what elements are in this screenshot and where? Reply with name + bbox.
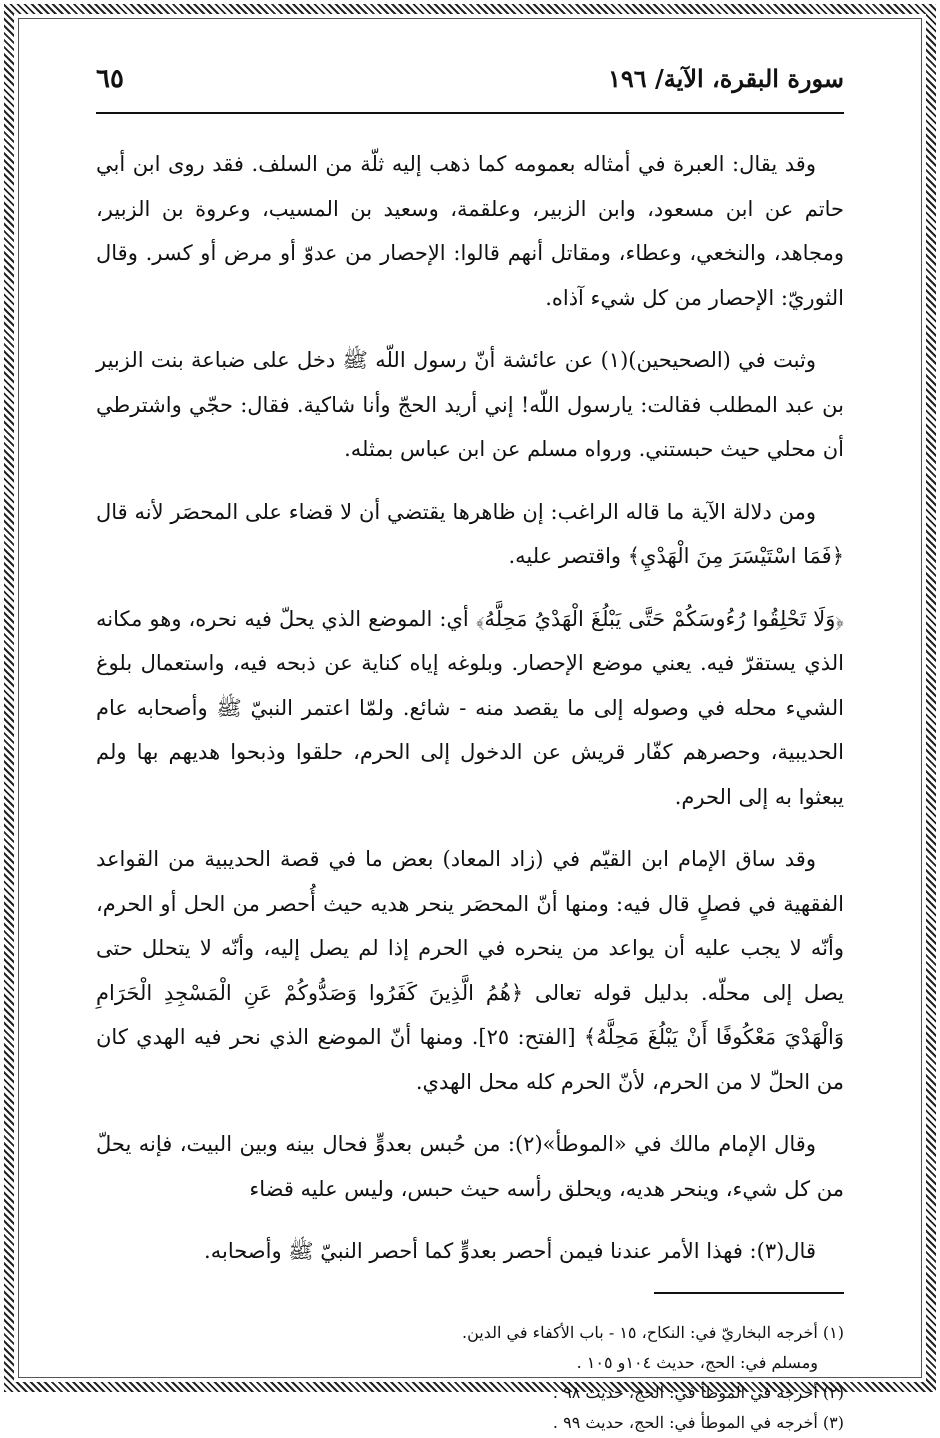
footnotes (96, 1318, 844, 1438)
page-header (96, 64, 844, 114)
footnote: (١) أخرجه البخاريّ في: النكاح، ١٥ - باب الأكفاء في الدين. (462, 1322, 844, 1342)
paragraph: وثبت في (الصحيحين)(١) عن عائشة أنّ رسول اللّه ﷺ دخل على ضباعة بنت الزبير بن عبد المطلب فقالت: يارسول اللّه! إني أريد الحجّ وأنا شاكية. فقال: حجّي واشترطي أن محلي حيث حبستني. ورواه مسلم عن ابن عباس بمثله. (96, 348, 844, 461)
footnote-separator (654, 1292, 844, 1294)
page-body (96, 142, 844, 1274)
surah-reference: سورة البقرة، الآية/ ١٩٦ (607, 64, 844, 93)
book-page (96, 64, 844, 1438)
footnote: (٣) أخرجه في الموطأ في: الحج، حديث ٩٩ . (552, 1412, 844, 1432)
paragraph: وقد يقال: العبرة في أمثاله بعمومه كما ذهب إليه ثلّة من السلف. فقد روى ابن أبي حاتم عن ابن مسعود، وابن الزبير، وعلقمة، وسعيد بن المسيب، وعروة بن الزبير، ومجاهد، والنخعي، وعطاء، ومقاتل أنهم قالوا: الإحصار من عدوّ أو مرض أو كسر. وقال الثوريّ: الإحصار من كل شيء آذاه. (96, 152, 844, 310)
paragraph: ومن دلالة الآية ما قاله الراغب: إن ظاهرها يقتضي أن لا قضاء على المحصَر لأنه قال ﴿فَمَا اسْتَيْسَرَ مِنَ الْهَدْيِ﴾ واقتصر عليه. (96, 499, 844, 568)
page-number: ٦٥ (96, 64, 124, 94)
paragraph: وقد ساق الإمام ابن القيّم في (زاد المعاد) بعض ما في قصة الحديبية من القواعد الفقهية في فصلٍ قال فيه: ومنها أنّ المحصَر ينحر هديه حيث أُحصر من الحل أو الحرم، وأنّه لا يجب عليه أن يواعد من ينحره في الحرم إذا لم يصل إليه، وأنّه لا يتحلل حتى يصل إلى محلّه. بدليل قوله تعالى ﴿هُمُ الَّذِينَ كَفَرُوا وَصَدُّوكُمْ عَنِ الْمَسْجِدِ الْحَرَامِ وَالْهَدْيَ مَعْكُوفًا أَنْ يَبْلُغَ مَحِلَّهُ﴾ [الفتح: ٢٥]. ومنها أنّ الموضع الذي نحر فيه الهدي كان من الحلّ لا من الحرم، لأنّ الحرم كله محل الهدي. (96, 847, 844, 1094)
footnote: (٢) أخرجه في الموطأ في: الحج، حديث ٩٨ . (552, 1382, 844, 1402)
paragraph: قال(٣): فهذا الأمر عندنا فيمن أحصر بعدوٍّ كما أحصر النبيّ ﷺ وأصحابه. (204, 1239, 816, 1263)
footnote: ومسلم في: الحج، حديث ١٠٤و ١٠٥ . (576, 1352, 818, 1372)
paragraph: ﴿وَلَا تَحْلِقُوا رُءُوسَكُمْ حَتَّى يَبْلُغَ الْهَدْيُ مَحِلَّهُ﴾ أي: الموضع الذي يحلّ فيه نحره، وهو مكانه الذي يستقرّ فيه. يعني موضع الإحصار. وبلوغه إياه كناية عن ذبحه فيه، واستعمال بلوغ الشيء محله في وصوله إلى ما يقصد منه - شائع. ولمّا اعتمر النبيّ ﷺ وأصحابه عام الحديبية، وحصرهم كفّار قريش عن الدخول إلى الحرم، حلقوا وذبحوا هديهم بها ولم يبعثوا به إلى الحرم. (96, 606, 844, 809)
paragraph: وقال الإمام مالك في «الموطأ»(٢): من حُبس بعدوٍّ فحال بينه وبين البيت، فإنه يحلّ من كل شيء، وينحر هديه، ويحلق رأسه حيث حبس، وليس عليه قضاء (96, 1132, 844, 1201)
